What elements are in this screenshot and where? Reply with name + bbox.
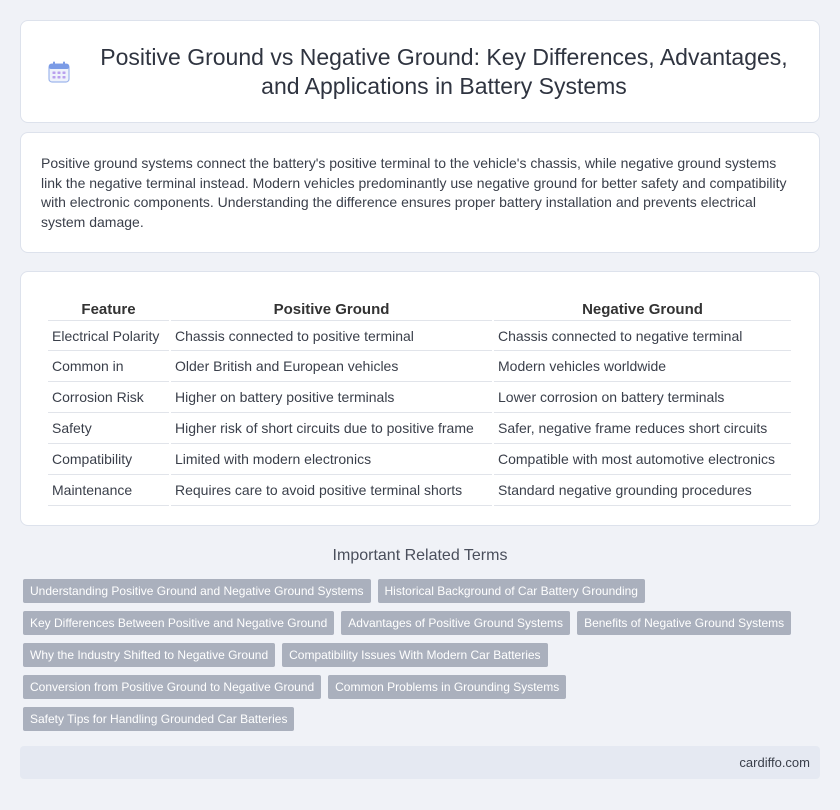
intro-card — [20, 132, 820, 253]
related-term-tag[interactable]: Safety Tips for Handling Grounded Car Batteries — [23, 707, 294, 731]
table-row — [48, 475, 791, 506]
positive-cell: Limited with modern electronics — [171, 444, 492, 475]
negative-cell: Compatible with most automotive electronics — [494, 444, 791, 475]
negative-cell: Modern vehicles worldwide — [494, 351, 791, 382]
feature-cell: Safety — [48, 413, 169, 444]
table-row — [48, 351, 791, 382]
feature-cell: Electrical Polarity — [48, 320, 169, 351]
negative-cell: Lower corrosion on battery terminals — [494, 382, 791, 413]
related-term-tag[interactable]: Advantages of Positive Ground Systems — [341, 611, 570, 635]
related-term-tag[interactable]: Key Differences Between Positive and Negative Ground — [23, 611, 334, 635]
feature-cell: Common in — [48, 351, 169, 382]
related-term-tag[interactable]: Understanding Positive Ground and Negative Ground Systems — [23, 579, 371, 603]
related-term-tag[interactable]: Common Problems in Grounding Systems — [328, 675, 566, 699]
feature-cell: Maintenance — [48, 475, 169, 506]
comparison-table — [46, 296, 793, 506]
related-term-tag[interactable]: Conversion from Positive Ground to Negative Ground — [23, 675, 321, 699]
table-header-row — [48, 296, 791, 320]
negative-cell: Chassis connected to negative terminal — [494, 320, 791, 351]
related-term-tag[interactable]: Historical Background of Car Battery Grounding — [378, 579, 645, 603]
positive-cell: Higher risk of short circuits due to positive frame — [171, 413, 492, 444]
positive-cell: Requires care to avoid positive terminal shorts — [171, 475, 492, 506]
negative-cell: Standard negative grounding procedures — [494, 475, 791, 506]
calendar-icon — [46, 59, 72, 85]
header-negative-ground: Negative Ground — [582, 300, 703, 318]
comparison-table-card — [20, 271, 820, 526]
footer — [20, 746, 820, 779]
header-feature: Feature — [81, 300, 136, 318]
positive-cell: Higher on battery positive terminals — [171, 382, 492, 413]
related-terms-title: Important Related Terms — [332, 547, 508, 564]
table-row — [48, 320, 791, 351]
footer-site-name[interactable]: cardiffo.com — [739, 755, 810, 770]
header-card — [20, 20, 820, 123]
related-term-tag[interactable]: Benefits of Negative Ground Systems — [577, 611, 791, 635]
positive-cell: Chassis connected to positive terminal — [171, 320, 492, 351]
table-row — [48, 382, 791, 413]
related-term-tag[interactable]: Compatibility Issues With Modern Car Batteries — [282, 643, 547, 667]
header-positive-ground: Positive Ground — [273, 300, 390, 318]
related-term-tag[interactable]: Why the Industry Shifted to Negative Ground — [23, 643, 275, 667]
related-terms-list — [23, 579, 813, 731]
table-row — [48, 444, 791, 475]
feature-cell: Compatibility — [48, 444, 169, 475]
intro-text: Positive ground systems connect the battery's positive terminal to the vehicle's chassis, while negative ground systems link the negative terminal instead. Modern vehicles predominantly use negative ground for better safety and compatibility with electronic components. Understanding the difference ensures proper battery installation and prevents electrical system damage. — [41, 155, 787, 231]
page-title: Positive Ground vs Negative Ground: Key Differences, Advantages, and Applications in Battery Systems — [100, 43, 788, 99]
negative-cell: Safer, negative frame reduces short circuits — [494, 413, 791, 444]
table-row — [48, 413, 791, 444]
feature-cell: Corrosion Risk — [48, 382, 169, 413]
positive-cell: Older British and European vehicles — [171, 351, 492, 382]
